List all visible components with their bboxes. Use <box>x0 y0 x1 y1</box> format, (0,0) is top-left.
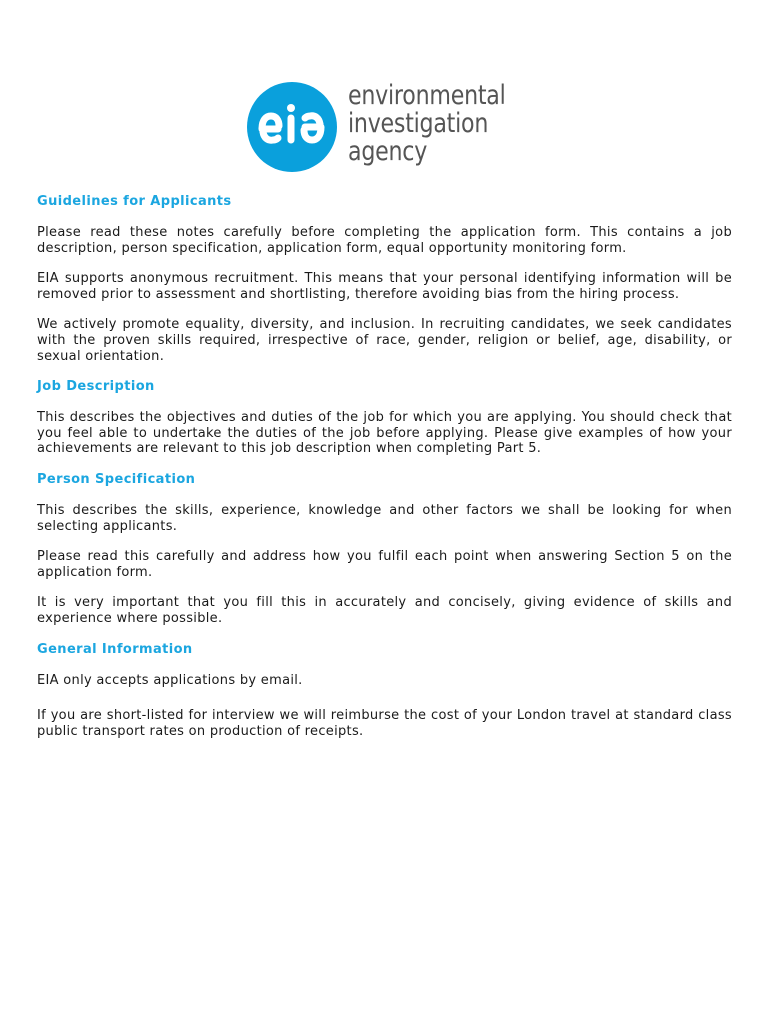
eia-logo-wordmark <box>348 82 506 166</box>
eia-logo-mark <box>247 82 337 172</box>
guidelines-paragraph-2: EIA supports anonymous recruitment. This means that your personal identifying information will be removed prior to assessment and shortlisting, therefore avoiding bias from the hiring process. <box>37 271 732 302</box>
person-specification-paragraph-3: It is very important that you fill this in accurately and concisely, giving evidence of skills and experience where possible. <box>37 595 732 626</box>
general-information-paragraph-1: EIA only accepts applications by email. <box>37 672 303 688</box>
heading-job-description: Job Description <box>37 379 155 395</box>
document-body <box>37 194 732 739</box>
logo-line-investigation: investigation <box>348 108 489 139</box>
logo-line-environmental: environmental <box>348 80 506 111</box>
person-specification-paragraph-1: This describes the skills, experience, knowledge and other factors we shall be looking for when selecting applicants. <box>37 502 732 534</box>
eia-logo <box>247 82 537 172</box>
general-information-paragraph-2: If you are short-listed for interview we will reimburse the cost of your London travel at standard class public transport rates on production of receipts. <box>37 708 732 739</box>
heading-guidelines: Guidelines for Applicants <box>37 194 232 209</box>
eia-logo-letters-icon <box>247 82 337 172</box>
guidelines-paragraph-1: Please read these notes carefully before completing the application form. This contains a job description, person specification, application form, equal opportunity monitoring form. <box>37 225 732 256</box>
logo-line-agency: agency <box>348 136 428 167</box>
heading-general-information: General Information <box>37 641 193 657</box>
heading-person-specification: Person Specification <box>37 471 196 487</box>
job-description-paragraph-1: This describes the objectives and duties of the job for which you are applying. You should check that you feel able to undertake the duties of the job before applying. Please give examples of how your achievements are relevant to this job description when completing Part 5. <box>37 410 732 457</box>
guidelines-paragraph-3: We actively promote equality, diversity, and inclusion. In recruiting candidates, we seek candidates with the proven skills required, irrespective of race, gender, religion or belief, age, disability, or sexual orientation. <box>37 317 732 364</box>
person-specification-paragraph-2: Please read this carefully and address how you fulfil each point when answering Section 5 on the application form. <box>37 549 732 580</box>
